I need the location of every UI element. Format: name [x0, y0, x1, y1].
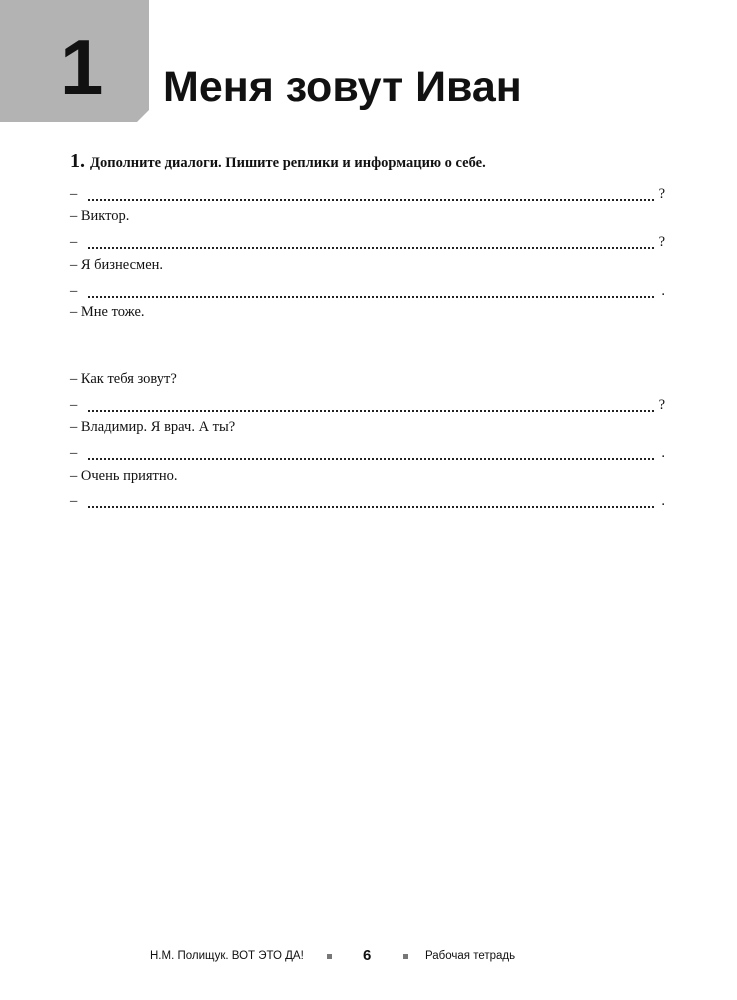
- line-end-mark: ?: [658, 186, 665, 202]
- line-end-mark: ?: [658, 397, 665, 413]
- task-heading: [70, 150, 486, 173]
- dialogue-line: – Виктор.: [70, 208, 130, 224]
- page-footer: [0, 947, 737, 966]
- dialogue-dash: –: [70, 186, 78, 202]
- page-number: 6: [363, 947, 372, 964]
- footer-author-book: Н.М. Полищук. ВОТ ЭТО ДА!: [150, 950, 304, 962]
- dialogue-line: – Я бизнесмен.: [70, 257, 164, 273]
- task-instruction: Дополните диалоги. Пишите реплики и информацию о себе.: [90, 155, 486, 171]
- dotted-blank[interactable]: [88, 444, 654, 460]
- footer-separator-square: [403, 954, 408, 959]
- chapter-title: Меня зовут Иван: [163, 63, 522, 111]
- dotted-blank[interactable]: [88, 396, 654, 412]
- dotted-blank[interactable]: [88, 233, 654, 249]
- dotted-blank[interactable]: [88, 185, 654, 201]
- answer-line[interactable]: [70, 492, 665, 510]
- dotted-blank[interactable]: [88, 282, 654, 298]
- dialogue-line: – Владимир. Я врач. А ты?: [70, 419, 236, 435]
- line-end-mark: .: [661, 283, 665, 299]
- tab-corner: [137, 110, 149, 122]
- dialogue-dash: –: [70, 283, 78, 299]
- footer-separator-square: [327, 954, 332, 959]
- dialogue-dash: –: [70, 234, 78, 250]
- line-end-mark: ?: [658, 234, 665, 250]
- dialogue-line: – Очень приятно.: [70, 468, 178, 484]
- line-end-mark: .: [661, 493, 665, 509]
- dialogue-dash: –: [70, 493, 78, 509]
- answer-line[interactable]: [70, 233, 665, 251]
- dialogue-dash: –: [70, 445, 78, 461]
- answer-line[interactable]: [70, 282, 665, 300]
- chapter-number: 1: [60, 23, 104, 111]
- dialogue-line: – Мне тоже.: [70, 304, 145, 320]
- answer-line[interactable]: [70, 444, 665, 462]
- line-end-mark: .: [661, 445, 665, 461]
- dotted-blank[interactable]: [88, 492, 654, 508]
- dialogue-dash: –: [70, 397, 78, 413]
- dialogue-line: – Как тебя зовут?: [70, 371, 177, 387]
- footer-book-type: Рабочая тетрадь: [425, 950, 516, 962]
- answer-line[interactable]: [70, 185, 665, 203]
- task-number: 1.: [70, 150, 85, 172]
- answer-line[interactable]: [70, 396, 665, 414]
- chapter-tab: [0, 0, 149, 122]
